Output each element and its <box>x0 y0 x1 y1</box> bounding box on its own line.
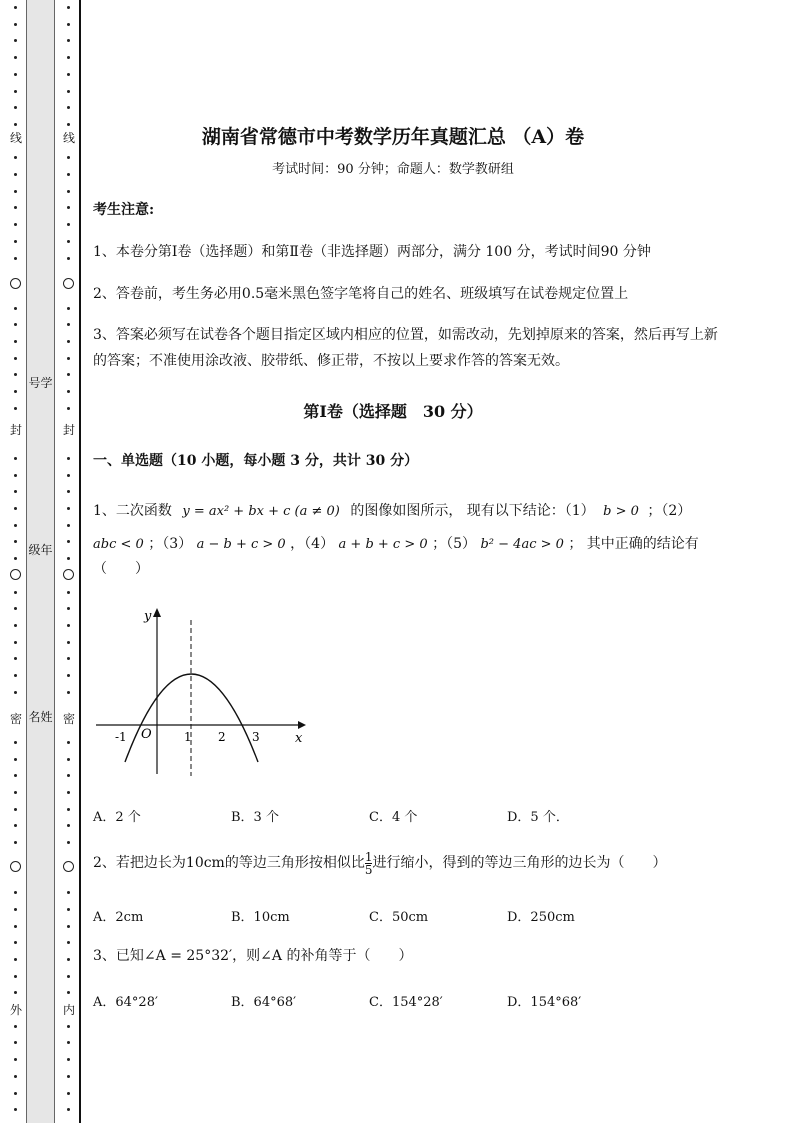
cut-line-dot <box>67 824 70 827</box>
outer-margin-char: 线 <box>9 131 22 145</box>
cut-line-dot <box>14 741 17 744</box>
cut-line-dot <box>67 56 70 59</box>
cut-line-dot <box>67 758 70 761</box>
binding-hole-circle <box>10 569 21 580</box>
q2-stem <box>93 848 666 878</box>
cut-line-dot <box>67 490 70 493</box>
cut-line-dot <box>67 925 70 928</box>
cut-line-dot <box>67 1075 70 1078</box>
q1-mid: 的图像如图所示， 现有以下结论：（1） <box>350 503 595 519</box>
notice-item-3: 3、答案必须写在试卷各个题目指定区域内相应的位置，如需改动，先划掉原来的答案，然后再写上新 <box>93 327 718 343</box>
cut-line-dot <box>67 891 70 894</box>
y-axis-arrow <box>153 608 161 617</box>
dotted-cut-line-inner <box>63 0 75 1123</box>
cut-line-dot <box>14 23 17 26</box>
cut-line-dot <box>67 507 70 510</box>
cut-line-dot <box>67 223 70 226</box>
q2-suffix: 进行缩小，得到的等边三角形的边长为（ ） <box>372 855 667 871</box>
cut-line-dot <box>14 774 17 777</box>
q1-c2: abc < 0 <box>93 537 144 552</box>
cut-line-dot <box>14 624 17 627</box>
cut-line-dot <box>14 6 17 9</box>
cut-line-dot <box>67 691 70 694</box>
cut-line-dot <box>67 1108 70 1111</box>
cut-line-dot <box>67 323 70 326</box>
cut-line-dot <box>14 925 17 928</box>
notice-item-3-cont: 的答案；不准使用涂改液、胶带纸、修正带，不按以上要求作答的答案无效。 <box>93 353 569 369</box>
q1-c3: a − b + c > 0 <box>196 537 286 552</box>
strip-label-number: 号学 <box>28 376 53 390</box>
cut-line-dot <box>14 808 17 811</box>
q2-frac-den: 5 <box>364 862 373 877</box>
notice-heading: 考生注意: <box>93 202 155 218</box>
cut-line-dot <box>67 975 70 978</box>
cut-line-dot <box>14 1075 17 1078</box>
cut-line-dot <box>14 908 17 911</box>
cut-line-dot <box>67 173 70 176</box>
cut-line-dot <box>14 691 17 694</box>
cut-line-dot <box>14 474 17 477</box>
cut-line-dot <box>67 1025 70 1028</box>
cut-line-dot <box>14 958 17 961</box>
binding-hole-circle <box>10 861 21 872</box>
y-axis-label: y <box>144 609 152 624</box>
cut-line-dot <box>67 240 70 243</box>
q3-stem: 3、已知∠A = 25°32′，则∠A 的补角等于（ ） <box>93 948 413 964</box>
cut-line-dot <box>67 373 70 376</box>
cut-line-dot <box>14 641 17 644</box>
cut-line-dot <box>67 624 70 627</box>
cut-line-dot <box>14 156 17 159</box>
cut-line-dot <box>14 1092 17 1095</box>
q2-frac-num: 1 <box>364 849 373 864</box>
q2-option-d[interactable]: D．250cm <box>507 910 575 925</box>
q2-option-b[interactable]: B．10cm <box>231 910 290 925</box>
origin-label: O <box>141 727 152 742</box>
q1-option-b[interactable]: B．3 个 <box>231 810 279 825</box>
cut-line-dot <box>14 791 17 794</box>
cut-line-dot <box>67 39 70 42</box>
q1-line-2 <box>93 531 699 558</box>
part-heading: 一、单选题（10 小题，每小题 3 分，共计 30 分） <box>93 453 419 469</box>
cut-line-dot <box>67 741 70 744</box>
cut-line-dot <box>67 206 70 209</box>
cut-line-dot <box>14 1025 17 1028</box>
cut-line-dot <box>14 56 17 59</box>
page-subtitle: 考试时间：90 分钟；命题人：数学教研组 <box>272 162 514 177</box>
cut-line-dot <box>14 941 17 944</box>
binding-hole-circle <box>63 569 74 580</box>
cut-line-dot <box>14 975 17 978</box>
cut-line-dot <box>14 457 17 460</box>
strip-label-grade: 级年 <box>28 543 53 557</box>
cut-line-dot <box>14 223 17 226</box>
cut-line-dot <box>14 340 17 343</box>
cut-line-dot <box>67 1092 70 1095</box>
q1-line-1 <box>93 498 691 525</box>
cut-line-dot <box>14 323 17 326</box>
q1-formula: y = ax² + bx + c (a ≠ 0) <box>182 504 340 519</box>
cut-line-dot <box>67 474 70 477</box>
cut-line-dot <box>14 307 17 310</box>
cut-line-dot <box>67 190 70 193</box>
page-title: 湖南省常德市中考数学历年真题汇总 （A）卷 <box>201 126 585 148</box>
cut-line-dot <box>67 340 70 343</box>
binding-hole-circle <box>63 861 74 872</box>
cut-line-dot <box>14 1058 17 1061</box>
cut-line-dot <box>67 557 70 560</box>
dotted-cut-line-outer <box>10 0 22 1123</box>
cut-line-dot <box>67 791 70 794</box>
cut-line-dot <box>67 156 70 159</box>
cut-line-dot <box>67 106 70 109</box>
cut-line-dot <box>67 991 70 994</box>
inner-margin-char: 封 <box>62 423 75 437</box>
q1-option-c[interactable]: C．4 个 <box>369 810 418 825</box>
cut-line-dot <box>14 257 17 260</box>
q3-option-a[interactable]: A．64°28′ <box>93 995 158 1010</box>
q1-option-d[interactable]: D．5 个． <box>507 810 569 825</box>
tick-label-2: 2 <box>218 730 226 744</box>
notice-item-2: 2、答卷前，考生务必用0.5毫米黑色签字笔将自己的姓名、班级填写在试卷规定位置上 <box>93 286 629 302</box>
cut-line-dot <box>67 958 70 961</box>
cut-line-dot <box>67 390 70 393</box>
q1-c5-label: ；（5） <box>432 536 477 552</box>
cut-line-dot <box>14 991 17 994</box>
cut-line-dot <box>14 891 17 894</box>
cut-line-dot <box>67 307 70 310</box>
cut-line-dot <box>67 123 70 126</box>
cut-line-dot <box>67 591 70 594</box>
cut-line-dot <box>67 257 70 260</box>
cut-line-dot <box>67 841 70 844</box>
cut-line-dot <box>67 1041 70 1044</box>
cut-line-dot <box>67 1058 70 1061</box>
x-axis-arrow <box>298 721 306 729</box>
cut-line-dot <box>14 39 17 42</box>
cut-line-dot <box>14 190 17 193</box>
inner-margin-char: 内 <box>62 1003 75 1017</box>
cut-line-dot <box>14 607 17 610</box>
q2-option-a[interactable]: A．2cm <box>93 910 144 925</box>
cut-line-dot <box>14 540 17 543</box>
cut-line-dot <box>67 941 70 944</box>
margin-rule <box>79 0 81 1123</box>
cut-line-dot <box>67 457 70 460</box>
cut-line-dot <box>67 808 70 811</box>
outer-margin-char: 外 <box>9 1003 22 1017</box>
cut-line-dot <box>14 657 17 660</box>
cut-line-dot <box>14 390 17 393</box>
cut-line-dot <box>14 841 17 844</box>
cut-line-dot <box>67 524 70 527</box>
tick-label-1: 1 <box>184 730 192 744</box>
cut-line-dot <box>14 490 17 493</box>
cut-line-dot <box>14 557 17 560</box>
x-axis-label: x <box>295 731 303 746</box>
cut-line-dot <box>67 657 70 660</box>
section-title: 第Ⅰ卷（选择题 30 分） <box>303 402 483 421</box>
strip-label-name: 名姓 <box>28 710 53 724</box>
q1-answer-blank: （ ） <box>93 561 149 577</box>
cut-line-dot <box>67 674 70 677</box>
cut-line-dot <box>14 824 17 827</box>
cut-line-dot <box>14 373 17 376</box>
q3-option-c[interactable]: C．154°28′ <box>369 995 443 1010</box>
cut-line-dot <box>14 591 17 594</box>
q1-c4-label: ，（4） <box>290 536 335 552</box>
inner-margin-char: 密 <box>62 712 75 726</box>
cut-line-dot <box>67 540 70 543</box>
cut-line-dot <box>14 90 17 93</box>
cut-line-dot <box>14 173 17 176</box>
tick-label-neg1: -1 <box>115 730 127 744</box>
cut-line-dot <box>14 407 17 410</box>
q1-option-a[interactable]: A．2 个 <box>93 810 141 825</box>
inner-margin-char: 线 <box>62 131 75 145</box>
cut-line-dot <box>67 641 70 644</box>
outer-margin-char: 封 <box>9 423 22 437</box>
cut-line-dot <box>14 106 17 109</box>
cut-line-dot <box>67 407 70 410</box>
q2-prefix: 2、若把边长为10cm的等边三角形按相似比 <box>93 855 365 871</box>
cut-line-dot <box>14 674 17 677</box>
q1-c5: b² − 4ac > 0 <box>480 537 564 552</box>
cut-line-dot <box>14 206 17 209</box>
notice-item-1: 1、本卷分第Ⅰ卷（选择题）和第Ⅱ卷（非选择题）两部分，满分 100 分，考试时间90 分钟 <box>93 244 651 260</box>
q1-c1: b > 0 <box>603 504 639 519</box>
cut-line-dot <box>67 908 70 911</box>
cut-line-dot <box>67 607 70 610</box>
q2-option-c[interactable]: C．50cm <box>369 910 429 925</box>
q3-option-b[interactable]: B．64°68′ <box>231 995 297 1010</box>
q1-c4: a + b + c > 0 <box>338 537 428 552</box>
cut-line-dot <box>14 1108 17 1111</box>
cut-line-dot <box>14 73 17 76</box>
q1-prefix: 1、二次函数 <box>93 503 172 519</box>
cut-line-dot <box>14 1041 17 1044</box>
q1-c2-label: ；（2） <box>647 503 692 519</box>
q3-option-d[interactable]: D．154°68′ <box>507 995 582 1010</box>
tick-label-3: 3 <box>252 730 260 744</box>
cut-line-dot <box>14 758 17 761</box>
q1-line-2-end: ； 其中正确的结论有 <box>568 536 699 552</box>
cut-line-dot <box>67 774 70 777</box>
parabola-graph <box>92 604 312 780</box>
cut-line-dot <box>67 6 70 9</box>
cut-line-dot <box>14 357 17 360</box>
q1-c3-label: ；（3） <box>148 536 193 552</box>
cut-line-dot <box>14 507 17 510</box>
cut-line-dot <box>67 23 70 26</box>
cut-line-dot <box>67 73 70 76</box>
cut-line-dot <box>67 90 70 93</box>
outer-margin-char: 密 <box>9 712 22 726</box>
cut-line-dot <box>67 357 70 360</box>
binding-hole-circle <box>63 278 74 289</box>
binding-hole-circle <box>10 278 21 289</box>
cut-line-dot <box>14 240 17 243</box>
student-info-strip <box>26 0 55 1123</box>
cut-line-dot <box>14 524 17 527</box>
cut-line-dot <box>14 123 17 126</box>
